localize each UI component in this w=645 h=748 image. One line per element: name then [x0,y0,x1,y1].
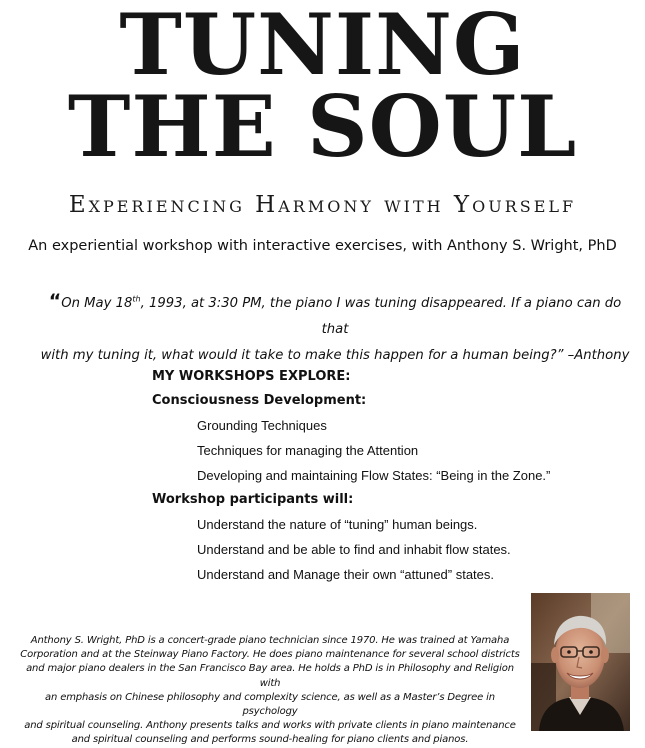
list-item: Grounding Techniques [197,418,327,433]
section-consciousness-title: Consciousness Development: [152,393,367,408]
bio-line: Corporation and at the Steinway Piano Factory. He does piano maintenance for several school districts [20,649,520,661]
workshops-heading: MY WORKSHOPS EXPLORE: [152,369,351,384]
bio-line: and major piano dealers in the San Francisco Bay area. He holds a PhD is in Philosophy and Religion with [26,663,514,689]
tagline: Experiencing Harmony with Yourself [68,192,577,218]
section-participants-title: Workshop participants will: [152,492,354,507]
list-item: Techniques for managing the Attention [197,443,419,458]
quote-line-2: with my tuning it, what would it take to make this happen for a human being?” –Anthony [40,348,630,363]
title-line-1: TUNING [119,0,526,94]
quote-before-sup: On May 18 [61,296,133,311]
list-item: Developing and maintaining Flow States: “Being in the Zone.” [197,468,551,483]
bio-line: and spiritual counseling. Anthony presents talks and works with private clients in piano maintenance [24,720,516,732]
list-item: Understand the nature of “tuning” human beings. [197,517,478,532]
bio-line: and spiritual counseling and performs sound-healing for piano clients and pianos. [71,734,469,746]
bio-line: an emphasis on Chinese philosophy and complexity science, as well as a Master’s Degree in psychology [45,691,495,718]
quote-sup: th [132,294,141,304]
quote-line-1 [40,288,630,343]
quote-after-sup: , 1993, at 3:30 PM, the piano I was tuning disappeared. If a piano can do that [140,296,622,337]
bio-paragraph [16,634,524,748]
list-item: Understand and Manage their own “attuned” states. [197,567,495,582]
bio-line: Anthony S. Wright, PhD is a concert-grade piano technician since 1970. He was trained at Yamaha [30,635,510,646]
subtitle: An experiential workshop with interactive exercises, with Anthony S. Wright, PhD [28,238,617,254]
title-line-2: THE SOUL [67,77,578,176]
portrait-photo [531,593,630,731]
open-quote-mark: “ [48,290,62,312]
list-item: Understand and be able to find and inhabit flow states. [197,542,511,557]
quote-block [40,288,630,369]
portrait-icon [531,593,630,731]
